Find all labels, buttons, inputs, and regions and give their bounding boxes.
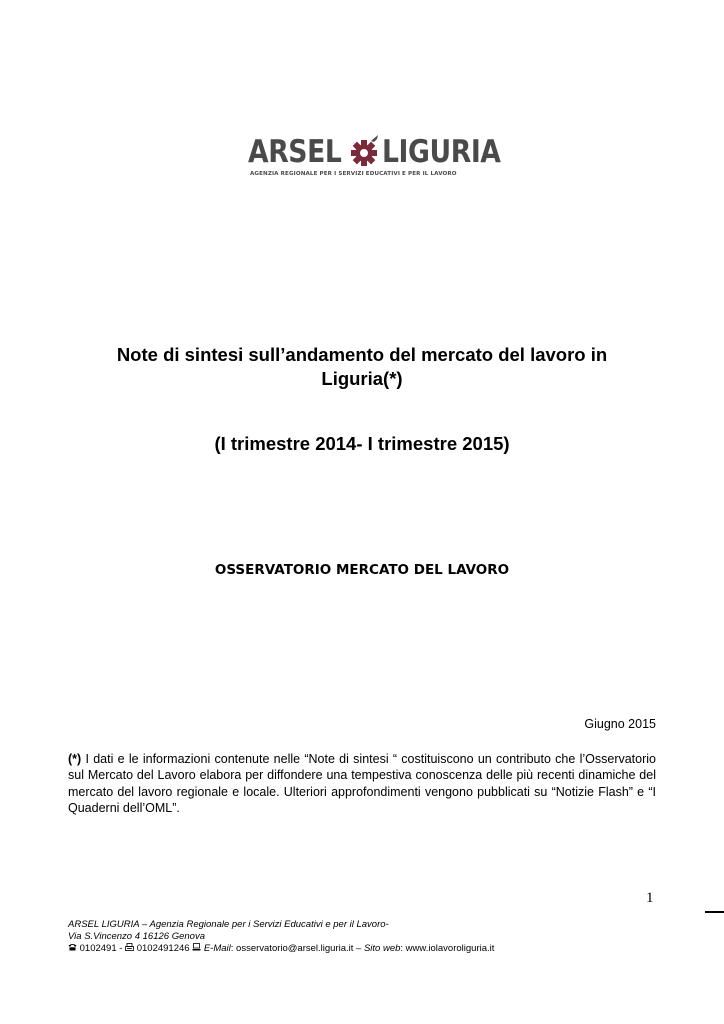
footnote-paragraph bbox=[68, 751, 656, 816]
footnote-marker: (*) bbox=[68, 752, 82, 766]
computer-icon bbox=[192, 943, 201, 951]
footer-address: Via S.Vincenzo 4 16126 Genova bbox=[68, 930, 205, 942]
footer-email[interactable]: : osservatorio@arsel.liguria.it – bbox=[230, 942, 364, 954]
footnote-text: I dati e le informazioni contenute nelle “Note di sintesi “ costituiscono un contributo che l’Osservatorio sul Mercato del Lavoro elabora per diffondere una tempestiva conoscenza delle più recenti dinamiche del mercato del lavoro regionale e locale. Ulteriori approfondimenti vengono pubblicati su “Notizie Flash” e “I Quaderni dell’OML”. bbox=[68, 752, 656, 815]
title-line-2: Liguria(*) bbox=[321, 368, 403, 389]
observatory-heading: OSSERVATORIO MERCATO DEL LAVORO bbox=[214, 562, 510, 578]
logo-word-arsel: ARSEL bbox=[248, 134, 342, 170]
footer-site[interactable]: : www.iolavoroliguria.it bbox=[400, 942, 495, 954]
footer-agency: ARSEL LIGURIA – Agenzia Regionale per i Servizi Educativi e per il Lavoro- bbox=[68, 919, 389, 930]
footer-phone: 0102491 - bbox=[77, 942, 126, 954]
gear-logo-icon bbox=[350, 134, 380, 170]
fax-icon bbox=[125, 943, 134, 951]
title-line-1: Note di sintesi sull’andamento del mercato del lavoro in bbox=[116, 344, 608, 365]
document-title bbox=[60, 343, 664, 391]
footer-site-label: Sito web bbox=[363, 942, 401, 954]
footer-fax: 0102491246 bbox=[134, 942, 193, 954]
logo-word-liguria: LIGURIA bbox=[382, 134, 501, 170]
page-number: 1 bbox=[646, 890, 654, 906]
logo-subtitle: AGENZIA REGIONALE PER I SERVIZI EDUCATIVI E PER IL LAVORO bbox=[250, 171, 457, 177]
footer-contacts bbox=[68, 943, 494, 955]
page-footer bbox=[68, 919, 494, 954]
document-date: Giugno 2015 bbox=[584, 717, 656, 731]
phone-icon bbox=[68, 943, 77, 951]
footer-email-label: E-Mail bbox=[203, 942, 231, 954]
corner-divider bbox=[705, 911, 724, 913]
arsel-liguria-logo bbox=[248, 110, 501, 182]
period-heading: (I trimestre 2014- I trimestre 2015) bbox=[214, 433, 510, 454]
